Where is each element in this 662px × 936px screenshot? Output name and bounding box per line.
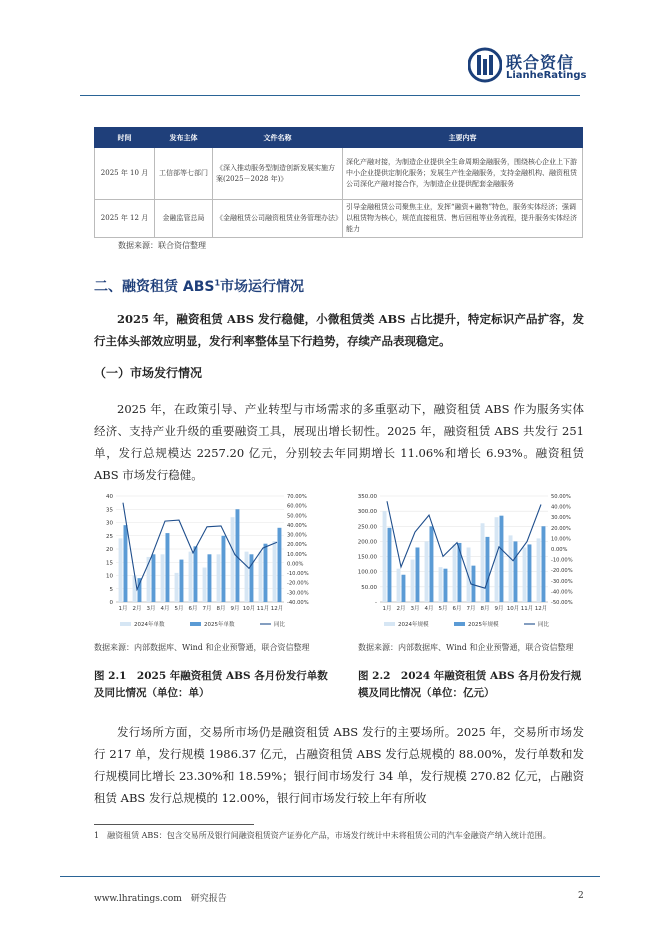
bar-2025 — [194, 546, 198, 602]
bar-2024 — [481, 523, 485, 602]
table-source: 数据来源：联合资信整理 — [118, 241, 206, 250]
table-header-cell: 主要内容 — [343, 128, 583, 148]
x-tick-label: 11月 — [520, 606, 534, 612]
table-cell: 引导金融租赁公司聚焦主业，发挥“融资+融物”特色，服务实体经济；强调以租赁物为核心，规范直接租赁、售后回租等业务流程，提升服务实体经济能力 — [343, 200, 583, 238]
table-cell: 2025 年 12 月 — [95, 200, 155, 238]
y-tick-label: 350.00 — [358, 494, 377, 500]
y-tick-label: 35 — [106, 507, 113, 514]
y-tick-label: 50.00 — [361, 584, 377, 591]
chart2-caption: 图 2.2 2024 年融资租赁 ABS 各月份发行规模及同比情况（单位：亿元） — [358, 670, 582, 699]
footnote-ref[interactable]: 1 — [214, 278, 221, 288]
logo — [468, 44, 590, 88]
legend-label: 2025年规模 — [468, 622, 499, 628]
y2-tick-label: 10.00% — [287, 551, 307, 558]
bar-2024 — [411, 560, 415, 602]
x-tick-label: 12月 — [534, 606, 548, 612]
x-tick-label: 8月 — [480, 606, 490, 612]
y2-tick-label: -10.00% — [287, 571, 309, 578]
x-tick-label: 1月 — [382, 606, 392, 612]
legend-swatch — [120, 622, 131, 626]
y2-tick-label: -10.00% — [551, 557, 573, 564]
y2-tick-label: -30.00% — [287, 590, 309, 597]
x-tick-label: 5月 — [438, 606, 448, 612]
body-paragraph-2: 发行场所方面，交易所市场仍是融资租赁 ABS 发行的主要场所。2025 年，交易所市场发行 217 单，发行规模 1986.37 亿元，占融资租赁 ABS 发行总规模的 88.00%，发行单数和发行规模同比增长 23.30%和 18.59%；银行间市场发行 34 单，发行规模 270.82 亿元，占融资租赁 ABS 发行总规模的 12.00%，银行间市场发行较上年有所收 — [94, 725, 584, 805]
bar-2025 — [444, 569, 448, 602]
y2-tick-label: -20.00% — [287, 580, 309, 587]
bar-2024 — [231, 517, 235, 602]
logo-en-text: LianheRatings — [506, 70, 587, 81]
x-tick-label: 5月 — [174, 606, 184, 612]
legend-swatch — [454, 622, 465, 626]
legend-label: 2024年规模 — [398, 622, 429, 628]
x-tick-label: 3月 — [146, 606, 156, 612]
page-number: 2 — [578, 891, 584, 901]
footnote: 1 融资租赁 ABS：包含交易所及银行间融资租赁资产证券化产品，市场发行统计中未将租赁公司的汽车金融资产纳入统计范围。 — [94, 831, 551, 840]
bar-2025 — [152, 554, 156, 602]
bar-2025 — [250, 554, 254, 602]
y2-tick-label: 70.00% — [287, 494, 307, 500]
bar-2025 — [222, 536, 226, 602]
chart2-source: 数据来源：内部数据库、Wind 和企业预警通，联合资信整理 — [358, 643, 574, 652]
table-header-cell: 文件名称 — [213, 128, 343, 148]
bar-2024 — [175, 573, 179, 602]
y-tick-label: 40 — [106, 494, 113, 500]
body-paragraph-1: 2025 年，在政策引导、产业转型与市场需求的多重驱动下，融资租赁 ABS 作为服务实体经济、支持产业升级的重要融资工具，展现出增长韧性。2025 年，融资租赁 ABS 共发行 251 单，发行总规模达 2257.20 亿元，分别较去年同期增长 11.06%和增长 6.93%。融资租赁 ABS 市场发行稳健。 — [94, 402, 584, 482]
footer-site — [94, 891, 227, 904]
lead-paragraph: 2025 年，融资租赁 ABS 发行稳健，小微租赁类 ABS 占比提升，特定标识产品扩容，发行主体头部效应明显，发行利率整体呈下行趋势，存续产品表现稳定。 — [94, 312, 584, 348]
yoy-line — [387, 501, 541, 588]
y2-tick-label: 60.00% — [287, 503, 307, 510]
y2-tick-label: 40.00% — [287, 522, 307, 529]
bar-2024 — [467, 547, 471, 602]
y2-tick-label: 30.00% — [287, 532, 307, 539]
legend-label: 2025年单数 — [204, 622, 235, 628]
x-tick-label: 4月 — [424, 606, 434, 612]
footer-label: 研究报告 — [190, 894, 227, 904]
y2-tick-label: -50.00% — [551, 600, 573, 606]
bar-2024 — [259, 552, 263, 602]
bar-2024 — [119, 538, 123, 602]
y2-tick-label: -40.00% — [287, 600, 309, 606]
table-header-cell: 时间 — [95, 128, 155, 148]
y-tick-label: 30 — [106, 520, 113, 527]
bar-2025 — [388, 528, 392, 602]
chart-issuance-scale — [358, 490, 588, 636]
bar-2024 — [523, 547, 527, 602]
x-tick-label: 6月 — [188, 606, 198, 612]
bar-2025 — [458, 543, 462, 602]
legend-swatch — [384, 622, 395, 626]
x-tick-label: 9月 — [494, 606, 504, 612]
y2-tick-label: 20.00% — [551, 525, 571, 532]
chart1-source: 数据来源：内部数据库、Wind 和企业预警通，联合资信整理 — [94, 643, 310, 652]
x-tick-label: 10月 — [242, 606, 256, 612]
bar-2024 — [537, 538, 541, 602]
bar-2024 — [245, 552, 249, 602]
y-tick-label: - — [375, 600, 377, 606]
bar-2024 — [273, 541, 277, 602]
x-tick-label: 7月 — [202, 606, 212, 612]
legend-label: 2024年单数 — [134, 622, 165, 628]
logo-cn-text: 联合资信 — [506, 53, 575, 72]
chart-issuance-count — [94, 490, 324, 636]
bar-2025 — [402, 575, 406, 602]
x-tick-label: 2月 — [396, 606, 406, 612]
footer-rule — [60, 876, 600, 877]
y-tick-label: 100.00 — [358, 569, 377, 576]
bar-2024 — [189, 552, 193, 602]
x-tick-label: 6月 — [452, 606, 462, 612]
y-tick-label: 0 — [109, 600, 113, 606]
y2-tick-label: 50.00% — [551, 494, 571, 500]
lianhe-logo-icon — [468, 46, 502, 84]
x-tick-label: 8月 — [216, 606, 226, 612]
y2-tick-label: 10.00% — [551, 536, 571, 543]
bar-2025 — [208, 554, 212, 602]
bar-2024 — [509, 535, 513, 602]
y2-tick-label: 40.00% — [551, 504, 571, 511]
section-title-tail: 市场运行情况 — [220, 279, 305, 295]
x-tick-label: 1月 — [118, 606, 128, 612]
table-row — [95, 200, 583, 238]
legend-label: 同比 — [538, 622, 550, 628]
bar-2025 — [180, 560, 184, 602]
bar-2024 — [383, 511, 387, 602]
chart1-caption: 图 2.1 2025 年融资租赁 ABS 各月份发行单数及同比情况（单位：单） — [94, 670, 328, 699]
subsection-title: （一）市场发行情况 — [94, 366, 203, 380]
bar-2024 — [425, 541, 429, 602]
x-tick-label: 7月 — [466, 606, 476, 612]
y-tick-label: 25 — [106, 533, 113, 540]
y2-tick-label: 50.00% — [287, 513, 307, 520]
bar-2025 — [416, 547, 420, 602]
x-tick-label: 10月 — [506, 606, 520, 612]
x-tick-label: 9月 — [230, 606, 240, 612]
y2-tick-label: 20.00% — [287, 542, 307, 549]
x-tick-label: 3月 — [410, 606, 420, 612]
table-row — [95, 148, 583, 200]
y-tick-label: 10 — [106, 573, 113, 580]
y2-tick-label: 0.00% — [287, 561, 304, 568]
table-cell: 金融监管总局 — [155, 200, 213, 238]
y-tick-label: 15 — [106, 560, 113, 567]
policy-table — [94, 127, 583, 238]
y2-tick-label: 30.00% — [551, 515, 571, 522]
table-cell: 2025 年 10 月 — [95, 148, 155, 200]
bar-2024 — [439, 567, 443, 602]
legend-label: 同比 — [274, 622, 286, 628]
y2-tick-label: 0.00% — [551, 547, 568, 553]
x-tick-label: 12月 — [270, 606, 284, 612]
y-tick-label: 20 — [106, 547, 113, 553]
bar-2024 — [397, 569, 401, 602]
bar-2025 — [430, 526, 434, 602]
table-cell: 深化产融对接，为制造企业提供全生命周期金融服务，围绕核心企业上下游中小企业提供定制化服务；发展生产性金融服务，支持金融机构、融资租赁公司深化产融对接合作，为制造企业提供配套金融服务 — [343, 148, 583, 200]
y-tick-label: 250.00 — [358, 524, 377, 531]
table-cell: 工信部等七部门 — [155, 148, 213, 200]
bar-2025 — [528, 544, 532, 602]
bar-2025 — [542, 526, 546, 602]
bar-2025 — [124, 525, 128, 602]
y2-tick-label: -20.00% — [551, 568, 573, 575]
bar-2025 — [278, 528, 282, 602]
footer-site-link[interactable]: www.lhratings.com — [94, 894, 182, 904]
header-rule — [80, 95, 580, 96]
bar-2024 — [453, 544, 457, 602]
x-tick-label: 4月 — [160, 606, 170, 612]
y-tick-label: 150.00 — [358, 554, 377, 561]
bar-2024 — [217, 554, 221, 602]
table-cell: 《深入推动服务型制造创新发展实施方案(2025－2028 年)》 — [213, 148, 343, 200]
bar-2025 — [500, 516, 504, 602]
bar-2024 — [161, 554, 165, 602]
x-tick-label: 11月 — [256, 606, 270, 612]
section-title — [94, 276, 304, 296]
bar-2025 — [486, 537, 490, 602]
y-tick-label: 300.00 — [358, 509, 377, 516]
section-title-text: 二、融资租赁 ABS — [94, 279, 215, 295]
bar-2025 — [514, 541, 518, 602]
y-tick-label: 200.00 — [358, 539, 377, 546]
x-tick-label: 2月 — [132, 606, 142, 612]
legend-swatch — [190, 622, 201, 626]
bar-2025 — [166, 533, 170, 602]
yoy-line — [123, 503, 277, 590]
table-header-cell: 发布主体 — [155, 128, 213, 148]
y2-tick-label: -40.00% — [551, 589, 573, 596]
y2-tick-label: -30.00% — [551, 578, 573, 585]
table-header-row — [95, 128, 583, 148]
footnote-rule — [94, 824, 254, 825]
table-cell: 《金融租赁公司融资租赁业务管理办法》 — [213, 200, 343, 238]
bar-2024 — [203, 568, 207, 602]
bar-2025 — [264, 544, 268, 602]
y-tick-label: 5 — [109, 586, 113, 593]
